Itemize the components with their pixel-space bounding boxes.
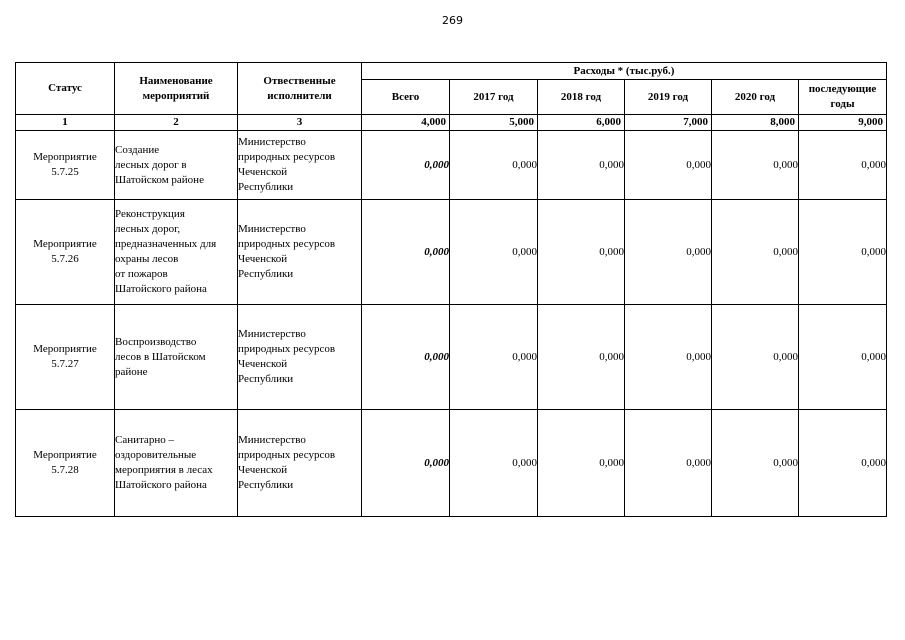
table-row (16, 305, 887, 410)
value-2019: 0,000 (625, 200, 712, 305)
value-2017: 0,000 (450, 305, 538, 410)
value-2020: 0,000 (712, 200, 799, 305)
value-2019: 0,000 (625, 410, 712, 517)
value-2017: 0,000 (450, 410, 538, 517)
value-2020: 0,000 (712, 410, 799, 517)
event-name-line: охраны лесов (115, 253, 179, 265)
total-value: 0,000 (362, 305, 450, 410)
event-name-line: оздоровительные (115, 449, 197, 461)
column-number: 3 (238, 115, 362, 131)
header-status: Статус (16, 63, 115, 115)
table-row (16, 200, 887, 305)
total-value: 0,000 (362, 410, 450, 517)
expenses-table (15, 62, 887, 517)
executor-line: Чеченской (238, 253, 288, 265)
status-cell (16, 305, 115, 410)
header-2017: 2017 год (450, 80, 538, 115)
executor-line: Чеченской (238, 166, 288, 178)
status-label: Мероприятие (33, 449, 97, 461)
status-label: Мероприятие (33, 151, 97, 163)
value-2018: 0,000 (538, 410, 625, 517)
header-2019: 2019 год (625, 80, 712, 115)
executor-line: Министерство (238, 434, 306, 446)
value-2019: 0,000 (625, 305, 712, 410)
total-value: 0,000 (362, 131, 450, 200)
event-name-line: мероприятия в лесах (115, 464, 213, 476)
value-2018: 0,000 (538, 200, 625, 305)
event-name-line: Шатойском районе (115, 173, 204, 186)
column-number: 7,000 (625, 115, 712, 131)
executor-cell (238, 305, 362, 410)
event-name-cell (115, 305, 238, 410)
header-expenses: Расходы * (тыс.руб.) (362, 63, 887, 80)
executor-cell (238, 131, 362, 200)
executor-line: Республики (238, 181, 294, 193)
value-2020: 0,000 (712, 131, 799, 200)
executor-line: природных ресурсов (238, 151, 336, 163)
value-2020: 0,000 (712, 305, 799, 410)
event-name-line: Шатойского района (115, 283, 207, 295)
executor-line: Республики (238, 268, 294, 280)
column-numbers-row (16, 115, 887, 131)
value-next-years: 0,000 (799, 131, 887, 200)
header-executors: Отвественные исполнители (238, 63, 362, 115)
event-name-line: предназначенных для (115, 238, 217, 250)
total-value: 0,000 (362, 200, 450, 305)
header-name: Наименование мероприятий (115, 63, 238, 115)
executor-line: Чеченской (238, 464, 288, 476)
status-cell (16, 410, 115, 517)
event-name-line: Создание (115, 143, 160, 156)
event-name-line: лесных дорог, (115, 223, 181, 235)
event-name-line: Воспроизводство (115, 335, 197, 348)
value-next-years: 0,000 (799, 410, 887, 517)
value-2017: 0,000 (450, 200, 538, 305)
status-code: 5.7.26 (51, 253, 79, 265)
executor-cell (238, 200, 362, 305)
event-name-line: от пожаров (115, 268, 168, 280)
executor-line: природных ресурсов (238, 238, 336, 250)
column-number: 8,000 (712, 115, 799, 131)
column-number: 5,000 (450, 115, 538, 131)
event-name-cell (115, 200, 238, 305)
event-name-line: лесных дорог в (115, 158, 187, 171)
table-row (16, 410, 887, 517)
value-2018: 0,000 (538, 131, 625, 200)
status-code: 5.7.27 (51, 358, 79, 370)
status-code: 5.7.28 (51, 464, 79, 476)
event-name-line: лесов в Шатойском (115, 350, 206, 363)
event-name-cell (115, 131, 238, 200)
column-number: 6,000 (538, 115, 625, 131)
column-number: 1 (16, 115, 115, 131)
executor-line: Чеченской (238, 358, 288, 370)
header-next-years: последующие годы (799, 80, 887, 115)
event-name-line: Санитарно – (115, 434, 174, 446)
status-label: Мероприятие (33, 238, 97, 250)
executor-line: Министерство (238, 223, 306, 235)
event-name-line: Реконструкция (115, 208, 185, 220)
value-next-years: 0,000 (799, 200, 887, 305)
status-cell (16, 200, 115, 305)
value-next-years: 0,000 (799, 305, 887, 410)
status-code: 5.7.25 (51, 166, 79, 178)
executor-line: Республики (238, 479, 294, 491)
event-name-line: районе (115, 365, 148, 378)
column-number: 2 (115, 115, 238, 131)
table-row (16, 131, 887, 200)
executor-line: природных ресурсов (238, 343, 336, 355)
page-number: 269 (442, 14, 463, 27)
value-2017: 0,000 (450, 131, 538, 200)
executor-line: природных ресурсов (238, 449, 336, 461)
executor-line: Министерство (238, 136, 306, 148)
status-cell (16, 131, 115, 200)
status-label: Мероприятие (33, 343, 97, 355)
column-number: 9,000 (799, 115, 887, 131)
column-number: 4,000 (362, 115, 450, 131)
header-total: Всего (362, 80, 450, 115)
value-2019: 0,000 (625, 131, 712, 200)
header-2018: 2018 год (538, 80, 625, 115)
event-name-cell (115, 410, 238, 517)
executor-cell (238, 410, 362, 517)
value-2018: 0,000 (538, 305, 625, 410)
executor-line: Республики (238, 373, 294, 385)
event-name-line: Шатойского района (115, 479, 207, 491)
header-2020: 2020 год (712, 80, 799, 115)
executor-line: Министерство (238, 328, 306, 340)
